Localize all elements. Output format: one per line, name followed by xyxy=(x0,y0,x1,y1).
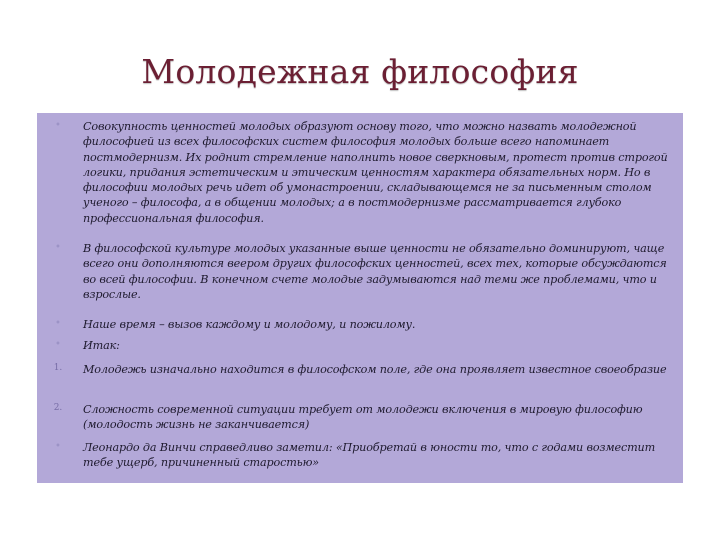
list-item-text: Итак: xyxy=(83,339,120,352)
list-item-text: Совокупность ценностей молодых образуют основу того, что можно назвать молодежной философией из всех философских систем философия молодых больше всего напоминает постмодернизм. Их роднит стремление наполнить новое сверкновым, протест против строгой логики, придания эстетическим и этическим ценностям характера обязательных норм. Но в философии молодых речь идет об умонастроении, складывающемся не за письменным столом ученого – философа, а в общении молодых; а в постмодернизме рассматривается глубоко профессиональная философия. xyxy=(83,120,668,225)
bullet-marker: • xyxy=(55,318,61,329)
list-item-text: Сложность современной ситуации требует от молодежи включения в мировую философию (молодость жизнь не заканчивается) xyxy=(83,403,643,432)
bullet-marker: • xyxy=(55,120,61,131)
list-item-text: Молодежь изначально находится в философском поле, где она проявляет известное своеобразие xyxy=(83,363,667,376)
bullet-marker: • xyxy=(55,441,61,452)
list-item-text: В философской культуре молодых указанные выше ценности не обязательно доминируют, чаще всего они дополняются веером других философских ценностей, всех тех, которые обсуждаются во всей философии. В конечном счете молодые задумываются над теми же проблемами, что и взрослые. xyxy=(83,242,667,301)
number-marker: 2. xyxy=(53,403,63,413)
bullet-marker: • xyxy=(55,339,61,350)
list-item-text: Наше время – вызов каждому и молодому, и пожилому. xyxy=(83,318,416,331)
number-marker: 1. xyxy=(53,363,63,373)
content-box xyxy=(37,113,683,483)
bullet-marker: • xyxy=(55,242,61,253)
slide-title: Молодежная философия xyxy=(141,52,579,91)
list-item-text: Леонардо да Винчи справедливо заметил: «Приобретай в юности то, что с годами возместит тебе ущерб, причиненный старостью» xyxy=(83,441,656,470)
